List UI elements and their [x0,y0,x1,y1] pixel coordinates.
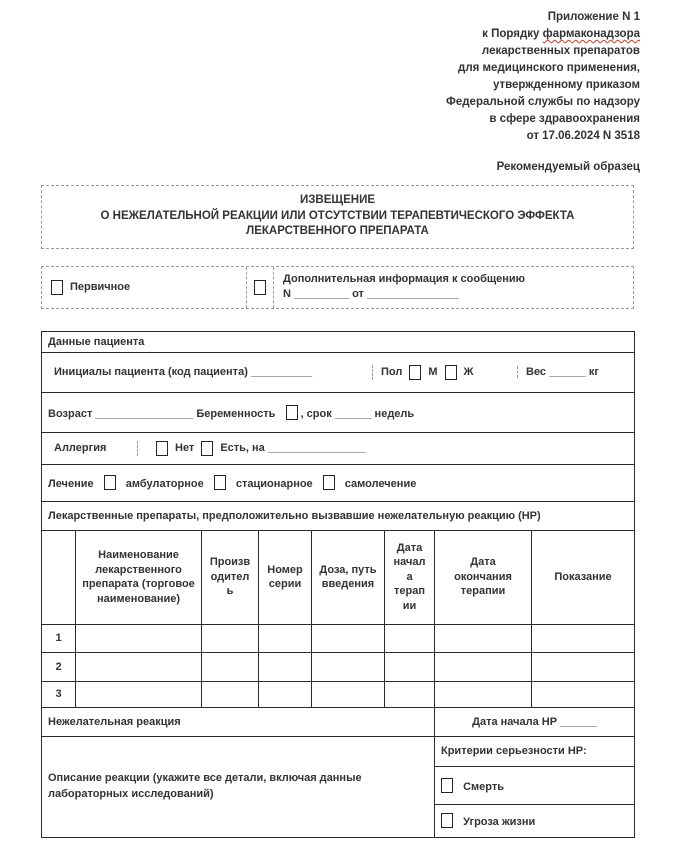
form-title-line-3: ЛЕКАРСТВЕННОГО ПРЕПАРАТА [246,225,429,237]
drug-row-2-indication-cell[interactable] [532,652,635,681]
patient-section-title: Данные пациента [42,331,635,352]
death-checkbox[interactable] [441,778,453,793]
treatment-ambulatory-checkbox[interactable] [104,475,116,490]
header-line-3: лекарственных препаратов [481,45,640,57]
treatment-label: Лечение [48,478,94,490]
pregnancy-checkbox[interactable] [286,405,298,420]
criteria-life-threat-cell [435,804,635,837]
allergy-yes-label: Есть, на ________________ [220,442,366,454]
notification-form-table [41,331,635,838]
age-pregnancy-label: Возраст ________________ Беременность [48,407,276,420]
drug-row-1 [42,624,635,652]
patient-initials-field[interactable] [48,366,372,378]
drug-col-name: Наименование лекарственного препарата (торговое наименование) [76,530,202,624]
weight-field[interactable] [517,366,628,378]
allergy-label: Аллергия [54,442,107,454]
sex-male-checkbox[interactable] [409,365,421,380]
drug-row-2-dose-cell[interactable] [312,652,385,681]
header-line-1: Приложение N 1 [547,11,640,23]
drug-row-2-manufacturer-cell[interactable] [202,652,259,681]
drug-row-1-dose-cell[interactable] [312,624,385,652]
header-line-2 [0,26,640,43]
drug-row-2-number: 2 [42,652,76,681]
drug-row-3-batch-cell[interactable] [259,681,312,707]
spellchecked-word: фармаконадзора [542,28,640,40]
drug-row-1-batch-cell[interactable] [259,624,312,652]
reaction-title-cell: Нежелательная реакция [42,707,435,736]
drug-col-dose-route: Доза, путь введения [312,530,385,624]
treatment-self-label: самолечение [344,478,417,490]
reaction-description-field[interactable]: Описание реакции (укажите все детали, включая данные лабораторных исследований) [42,736,435,837]
life-threat-label: Угроза жизни [463,816,536,828]
drug-col-batch: Номер серии [259,530,312,624]
additional-info-checkbox[interactable] [254,280,266,295]
age-pregnancy-row [42,392,635,432]
patient-initials-label: Инициалы пациента (код пациента) __________ [54,366,313,378]
drugs-section-title: Лекарственные препараты, предположительно вызвавшие нежелательную реакцию (НР) [42,501,635,530]
treatment-self-checkbox[interactable] [323,475,335,490]
treatment-row [42,464,635,501]
appendix-header [0,0,678,145]
form-title-line-2: О НЕЖЕЛАТЕЛЬНОЙ РЕАКЦИИ ИЛИ ОТСУТСТВИИ ТЕРАПЕВТИЧЕСКОГО ЭФФЕКТА [100,209,575,222]
drug-table-header-row [42,530,635,624]
report-type-row [41,266,634,309]
primary-report-cell [42,267,247,308]
header-line-2-prefix: к Порядку [482,28,543,40]
pregnancy-term-label: , срок ______ недель [300,407,415,420]
drug-row-3-end-cell[interactable] [435,681,532,707]
criteria-death-cell [435,766,635,804]
drug-col-therapy-end: Дата окончания терапии [435,530,532,624]
treatment-stationary-label: стационарное [235,478,313,490]
drug-row-3-manufacturer-cell[interactable] [202,681,259,707]
drug-row-1-name-cell[interactable] [76,624,202,652]
sex-label: Пол [381,366,403,378]
additional-info-checkbox-cell [247,267,274,308]
weight-label: Вес ______ кг [526,366,599,378]
drug-row-1-start-cell[interactable] [385,624,435,652]
allergy-row [42,432,635,464]
drug-row-3-number: 3 [42,681,76,707]
drug-row-2 [42,652,635,681]
drug-col-indication: Показание [532,530,635,624]
header-line-4: для медицинского применения, [458,62,640,74]
sex-female-label: Ж [463,366,474,378]
drug-row-1-number: 1 [42,624,76,652]
death-label: Смерть [463,780,504,793]
drug-row-2-start-cell[interactable] [385,652,435,681]
additional-info-number-date-blanks: N _________ от _______________ [283,287,459,300]
primary-label: Первичное [70,281,131,293]
seriousness-criteria-title: Критерии серьезности НР: [435,736,635,766]
treatment-stationary-checkbox[interactable] [214,475,226,490]
allergy-options-cell [137,441,628,456]
drug-row-3-dose-cell[interactable] [312,681,385,707]
drug-row-1-indication-cell[interactable] [532,624,635,652]
reaction-start-date-field[interactable]: Дата начала НР ______ [435,707,635,736]
drug-col-number [42,530,76,624]
drug-col-manufacturer: Производитель [202,530,259,624]
drug-row-2-name-cell[interactable] [76,652,202,681]
drug-col-therapy-start: Дата начала терапии [385,530,435,624]
drug-row-3-name-cell[interactable] [76,681,202,707]
header-line-8: от 17.06.2024 N 3518 [526,130,640,142]
form-title-line-1: ИЗВЕЩЕНИЕ [299,194,376,206]
allergy-label-cell [48,442,137,454]
header-line-6: Федеральной службы по надзору [446,96,640,108]
sex-male-label: М [428,366,438,378]
header-line-7: в сфере здравоохранения [489,113,640,125]
patient-identity-row [42,352,635,392]
additional-info-cell [274,267,633,308]
allergy-yes-checkbox[interactable] [201,441,213,456]
header-line-5: утвержденному приказом [492,79,640,91]
allergy-no-label: Нет [175,442,195,454]
life-threat-checkbox[interactable] [441,813,453,828]
sex-female-checkbox[interactable] [445,365,457,380]
drug-row-1-end-cell[interactable] [435,624,532,652]
drug-row-1-manufacturer-cell[interactable] [202,624,259,652]
drug-row-2-batch-cell[interactable] [259,652,312,681]
additional-info-label: Дополнительная информация к сообщению [283,272,526,285]
primary-checkbox[interactable] [51,280,63,295]
sex-field [372,365,517,380]
treatment-ambulatory-label: амбулаторное [125,478,204,490]
recommended-sample-note: Рекомендуемый образец [496,161,640,173]
allergy-no-checkbox[interactable] [156,441,168,456]
drug-row-3-start-cell[interactable] [385,681,435,707]
form-title-box [41,185,634,249]
drug-row-3 [42,681,635,707]
drug-row-2-end-cell[interactable] [435,652,532,681]
drug-row-3-indication-cell[interactable] [532,681,635,707]
